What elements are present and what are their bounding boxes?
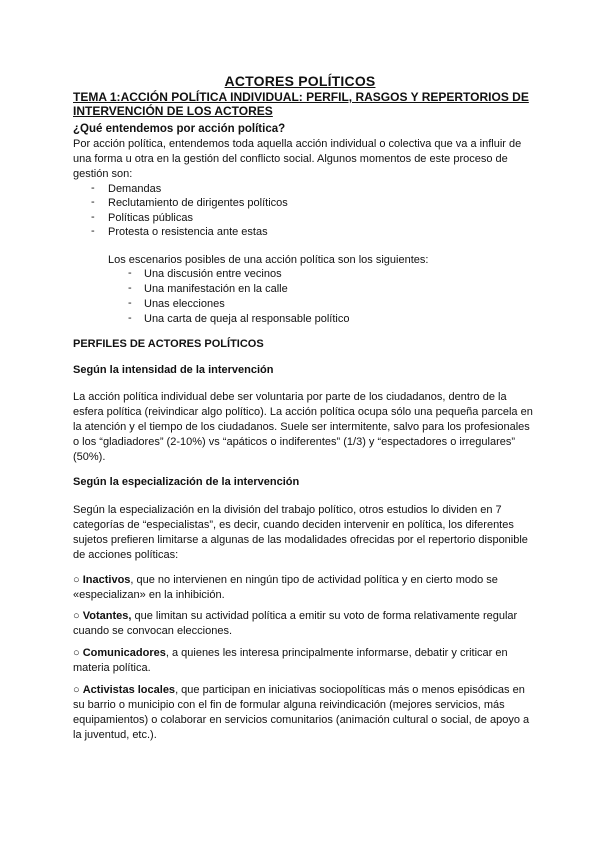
list-dash: - bbox=[128, 312, 132, 324]
category-item bbox=[73, 609, 533, 639]
topic-heading bbox=[73, 90, 543, 118]
category-desc: , a quienes les interesa principalmente informarse, debatir y criticar en materia política. bbox=[73, 647, 508, 674]
category-item bbox=[73, 646, 533, 676]
list-dash: - bbox=[128, 297, 132, 309]
list-item: Reclutamiento de dirigentes políticos bbox=[108, 197, 288, 209]
category-term: Comunicadores bbox=[82, 647, 166, 659]
list-item: Una manifestación en la calle bbox=[144, 283, 288, 295]
intro-paragraph: Por acción política, entendemos toda aquella acción individual o colectiva que va a influir de una forma u otra en la gestión del conflicto social. Algunos momentos de este proceso de gestión son: bbox=[73, 138, 522, 180]
list-dash: - bbox=[91, 182, 95, 194]
bullet-icon: ○ bbox=[73, 684, 80, 696]
list-dash: - bbox=[91, 196, 95, 208]
topic-text: ACCIÓN POLÍTICA INDIVIDUAL: PERFIL, RASGOS Y REPERTORIOS DE INTERVENCIÓN DE LOS ACTORES bbox=[73, 90, 529, 118]
category-item bbox=[73, 573, 533, 603]
category-desc: , que no intervienen en ningún tipo de actividad política y en cierto modo se «especializan» en la inhibición. bbox=[73, 574, 498, 601]
section-heading: PERFILES DE ACTORES POLÍTICOS bbox=[73, 338, 264, 350]
list-dash: - bbox=[128, 282, 132, 294]
intensity-paragraph: La acción política individual debe ser voluntaria por parte de los ciudadanos, dentro de la esfera política (reivindicar algo político). La acción política ocupa sólo una pequeña parcela en la atención y el tiempo de los ciudadanos. Suele ser intermitente, salvo para los profesionales o los “gladiadores” (2-10%) vs “apáticos o indiferentes” (1/3) y “espectadores o irregulares” (50%). bbox=[73, 391, 533, 463]
scenarios-intro: Los escenarios posibles de una acción política son los siguientes: bbox=[108, 254, 429, 266]
list-dash: - bbox=[91, 211, 95, 223]
list-dash: - bbox=[128, 267, 132, 279]
category-desc: , que participan en iniciativas sociopolíticas más o menos episódicas en su barrio o municipio con el fin de formular alguna reivindicación (mejores servicios, más equipamientos) o colaborar en servicios comunitarios (animación cultural o social, de apoyo a la juventud, etc.). bbox=[73, 684, 530, 741]
category-term: Inactivos bbox=[82, 574, 131, 586]
category-item bbox=[73, 683, 533, 743]
bullet-icon: ○ bbox=[73, 610, 80, 622]
subsection-heading: Según la especialización de la intervención bbox=[73, 476, 300, 488]
list-item: Unas elecciones bbox=[144, 298, 225, 310]
list-dash: - bbox=[91, 225, 95, 237]
bullet-icon: ○ bbox=[73, 574, 80, 586]
list-item: Demandas bbox=[108, 183, 162, 195]
topic-label: TEMA 1: bbox=[73, 90, 121, 104]
page-title: ACTORES POLÍTICOS bbox=[224, 73, 376, 89]
list-item: Protesta o resistencia ante estas bbox=[108, 226, 268, 238]
list-item: Una carta de queja al responsable político bbox=[144, 313, 350, 325]
question-heading: ¿Qué entendemos por acción política? bbox=[73, 123, 286, 135]
bullet-icon: ○ bbox=[73, 647, 80, 659]
specialization-paragraph: Según la especialización en la división del trabajo político, otros estudios lo dividen en 7 categorías de “especialistas”, es decir, cuando deciden intervenir en política, los diferentes sujetos prefieren limitarse a algunas de las modalidades ofrecidas por el repertorio disponible de acciones políticas: bbox=[73, 504, 528, 561]
subsection-heading: Según la intensidad de la intervención bbox=[73, 364, 274, 376]
category-term: Activistas locales bbox=[82, 684, 176, 696]
list-item: Una discusión entre vecinos bbox=[144, 268, 282, 280]
list-item: Políticas públicas bbox=[108, 212, 193, 224]
category-term: Votantes, bbox=[82, 610, 132, 622]
category-desc: que limitan su actividad política a emitir su voto de forma relativamente regular cuando se convocan elecciones. bbox=[73, 610, 518, 637]
